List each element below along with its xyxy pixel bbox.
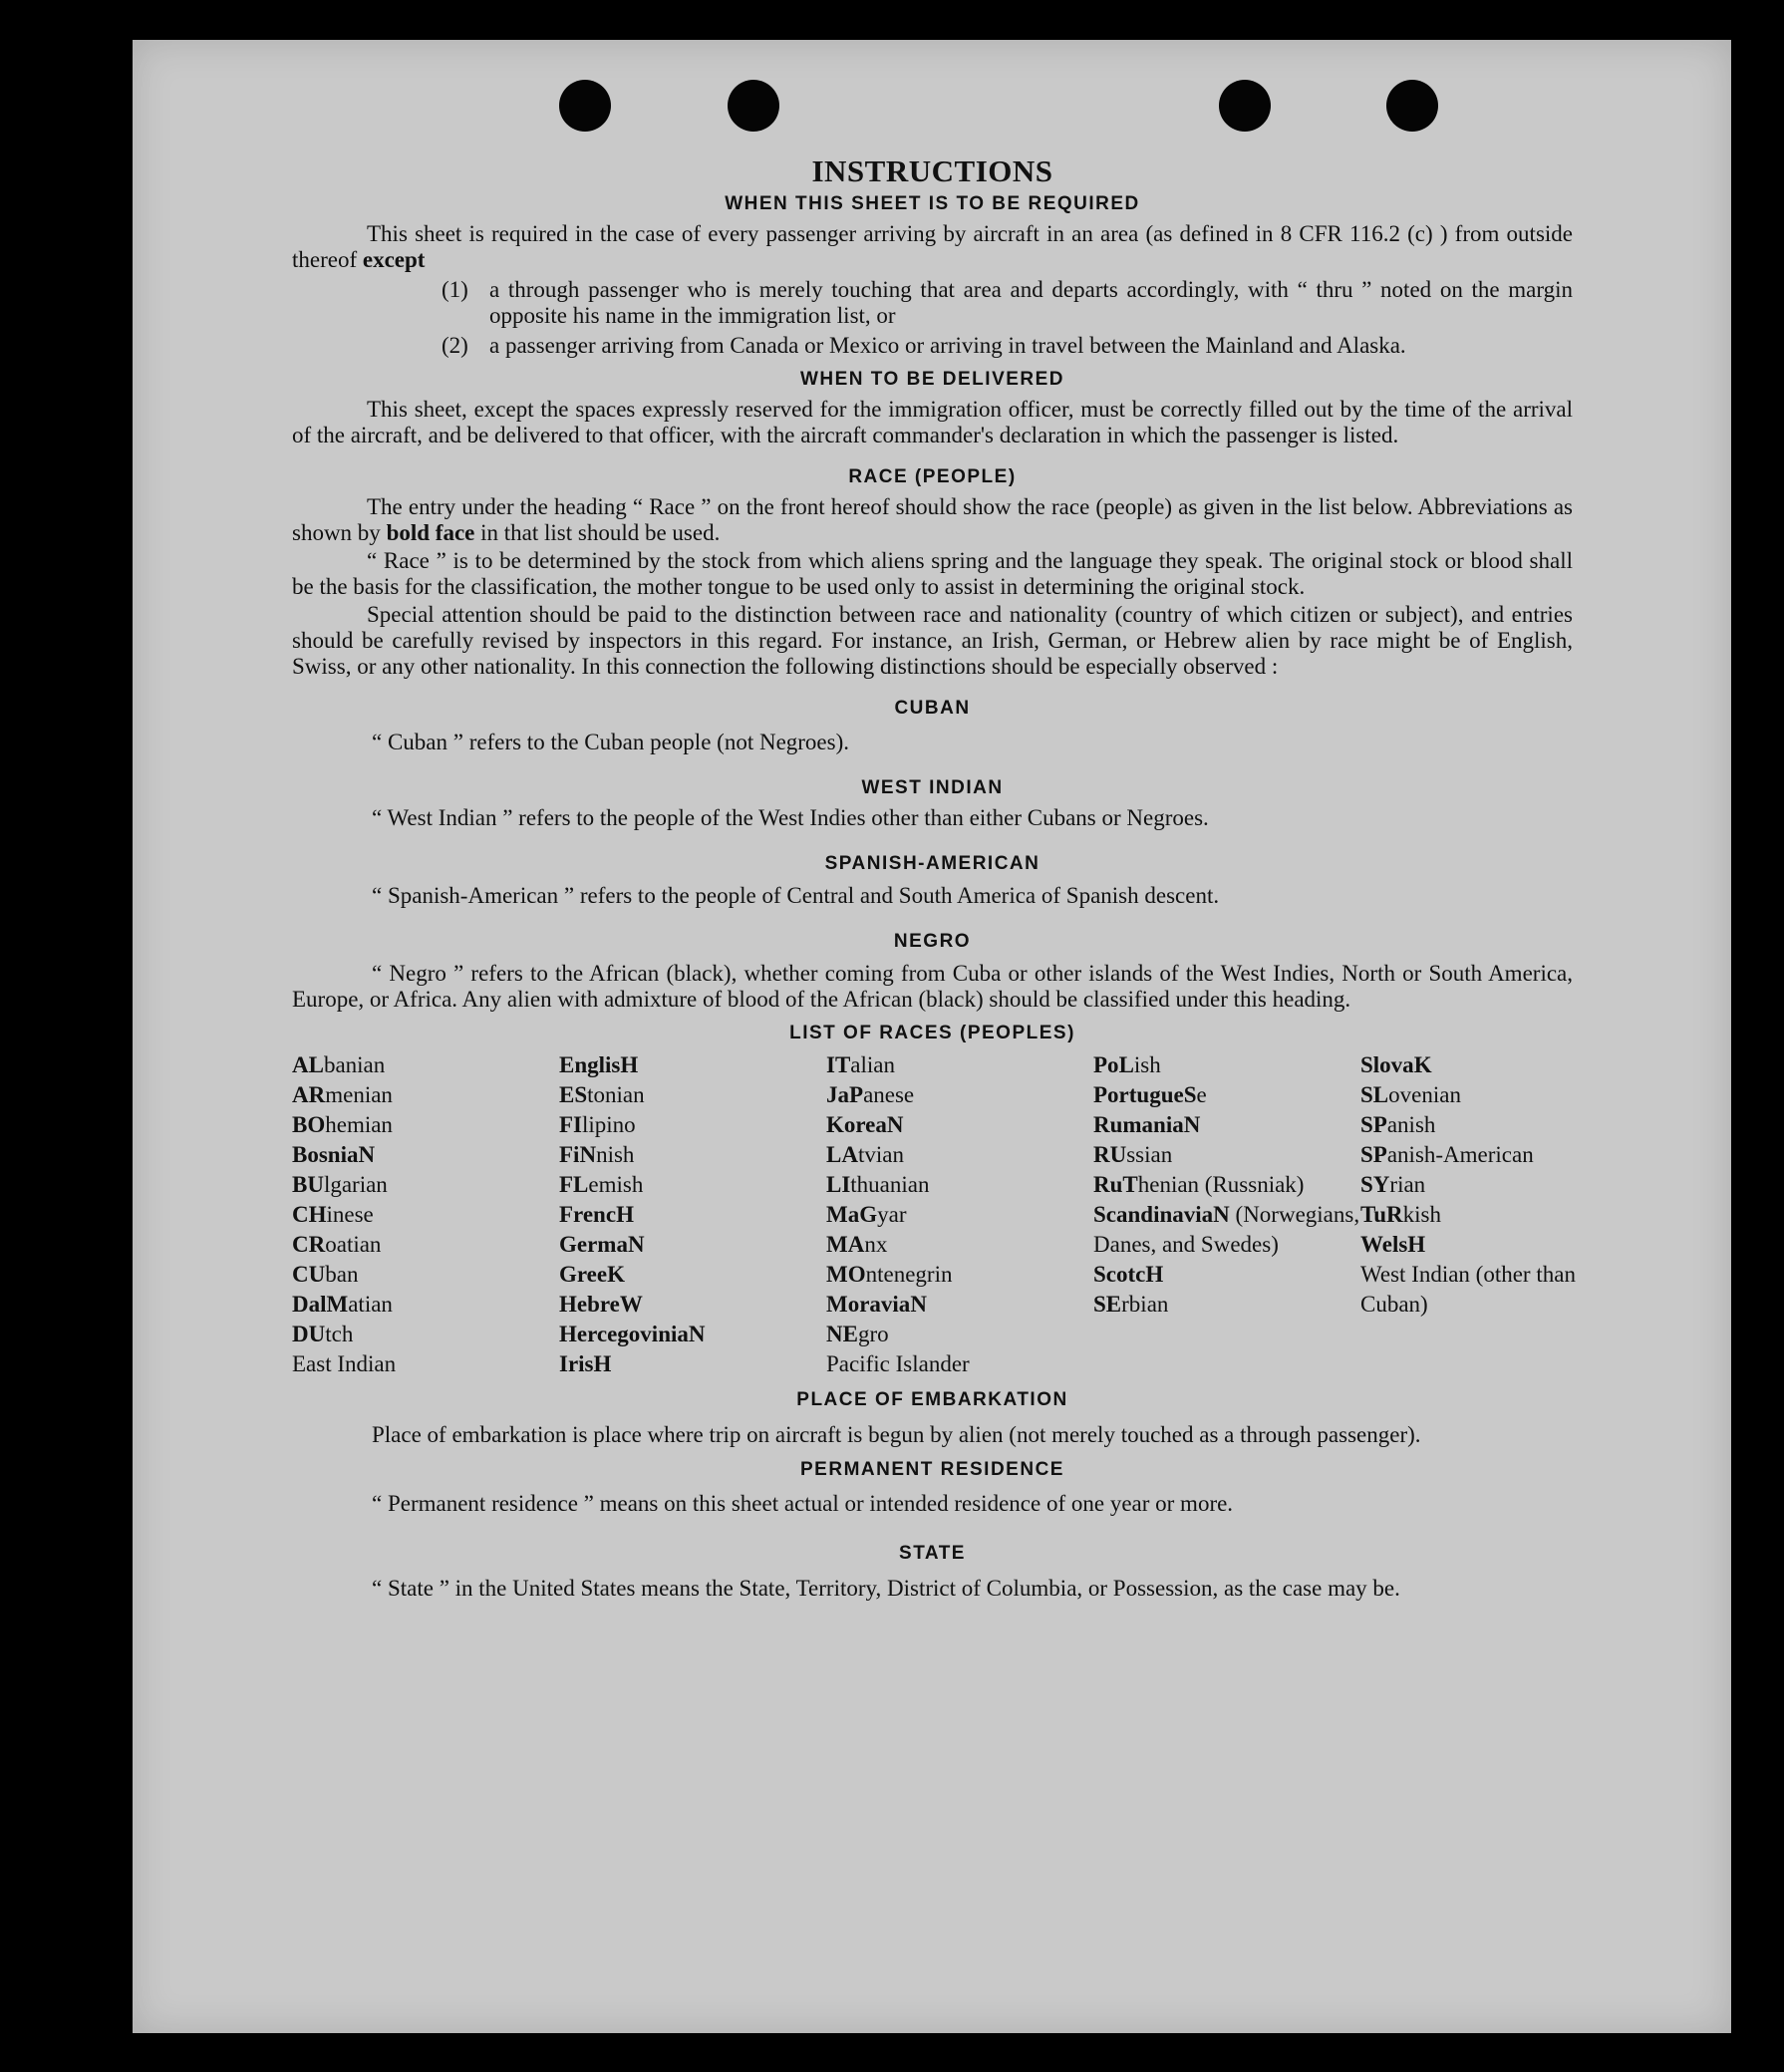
paragraph-spanish-american: “ Spanish-American ” refers to the people of Central and South America of Spanish descent.: [372, 883, 1220, 908]
race-entry: PoLish: [1093, 1052, 1161, 1077]
race-entry: RUssian: [1093, 1142, 1173, 1167]
race-entry: RumaniaN: [1093, 1112, 1201, 1137]
race-entry: East Indian: [292, 1351, 397, 1376]
race-entry: RuThenian (Russniak): [1093, 1172, 1305, 1197]
heading-residence: PERMANENT RESIDENCE: [800, 1459, 1064, 1480]
race-entry: HebreW: [559, 1292, 643, 1317]
races-column: [292, 1050, 559, 1379]
race-entry: CHinese: [292, 1202, 374, 1227]
races-column: [1093, 1050, 1360, 1379]
heading-required: WHEN THIS SHEET IS TO BE REQUIRED: [725, 193, 1140, 214]
race-entry: West Indian (other than Cuban): [1360, 1262, 1576, 1317]
race-entry: GreeK: [559, 1262, 625, 1287]
race-entry: HercegoviniaN: [559, 1322, 706, 1346]
race-entry: EStonian: [559, 1082, 645, 1107]
race-entry: FiNnish: [559, 1142, 635, 1167]
race-entry: JaPanese: [826, 1082, 915, 1107]
race-entry: ARmenian: [292, 1082, 393, 1107]
race-entry: SLovenian: [1360, 1082, 1461, 1107]
race-entry: SPanish-American: [1360, 1142, 1534, 1167]
race-entry: ScandinaviaN (Norwegians, Danes, and Swedes): [1093, 1202, 1360, 1257]
paragraph-embarkation: Place of embarkation is place where trip on aircraft is begun by alien (not merely touched as a through passenger).: [372, 1422, 1421, 1447]
race-entry: FIlipino: [559, 1112, 636, 1137]
races-column: [559, 1050, 826, 1379]
heading-negro: NEGRO: [893, 931, 972, 952]
race-entry: SPanish: [1360, 1112, 1436, 1137]
race-entry: SlovaK: [1360, 1052, 1432, 1077]
race-entry: LAtvian: [826, 1142, 904, 1167]
race-entry: MAnx: [826, 1232, 888, 1257]
race-entry: SErbian: [1093, 1292, 1169, 1317]
race-entry: ScotcH: [1093, 1262, 1164, 1287]
race-entry: EnglisH: [559, 1052, 639, 1077]
page-title: INSTRUCTIONS: [811, 153, 1053, 188]
list-item: (2) a passenger arriving from Canada or Mexico or arriving in travel between the Mainland and Alaska.: [442, 333, 1406, 358]
paragraph-west-indian: “ West Indian ” refers to the people of the West Indies other than either Cubans or Negroes.: [372, 805, 1209, 830]
race-entry: DUtch: [292, 1322, 354, 1346]
race-entry: FrencH: [559, 1202, 634, 1227]
paragraph-required: This sheet is required in the case of every passenger arriving by aircraft in an area (as defined in 8 CFR 116.2 (c) ) from outside thereof except: [292, 221, 1573, 272]
heading-cuban: CUBAN: [894, 698, 971, 719]
paragraph-race-3: Special attention should be paid to the distinction between race and nationality (country of which citizen or subject), and entries should be carefully revised by inspectors in this regard. For instance, an Irish, German, or Hebrew alien by race might be of English, Swiss, or any other nationality. In this connection the following distinctions should be especially observed :: [292, 602, 1573, 679]
race-entry: CRoatian: [292, 1232, 382, 1257]
race-entry: BosniaN: [292, 1142, 376, 1167]
heading-spanish-american: SPANISH-AMERICAN: [824, 853, 1041, 874]
heading-race: RACE (PEOPLE): [848, 466, 1017, 487]
race-entry: ALbanian: [292, 1052, 386, 1077]
races-column: [826, 1050, 1093, 1379]
race-entry: LIthuanian: [826, 1172, 930, 1197]
race-entry: GermaN: [559, 1232, 645, 1257]
paragraph-residence: “ Permanent residence ” means on this sheet actual or intended residence of one year or more.: [372, 1491, 1234, 1516]
race-entry: MaGyar: [826, 1202, 907, 1227]
paragraph-race-2: “ Race ” is to be determined by the stock from which aliens spring and the language they speak. The original stock or blood shall be the basis for the classification, the mother tongue to be used only to assist in determining the original stock.: [292, 548, 1573, 599]
race-entry: SYrian: [1360, 1172, 1426, 1197]
heading-delivered: WHEN TO BE DELIVERED: [799, 369, 1065, 390]
heading-list-of-races: LIST OF RACES (PEOPLES): [789, 1023, 1075, 1043]
race-entry: CUban: [292, 1262, 359, 1287]
races-column: [1360, 1050, 1580, 1379]
race-entry: MoraviaN: [826, 1292, 927, 1317]
race-entry: BOhemian: [292, 1112, 393, 1137]
race-entry: ITalian: [826, 1052, 895, 1077]
race-entry: KoreaN: [826, 1112, 904, 1137]
race-entry: NEgro: [826, 1322, 889, 1346]
heading-west-indian: WEST INDIAN: [861, 777, 1004, 798]
paragraph-state: “ State ” in the United States means the State, Territory, District of Columbia, or Possession, as the case may be.: [372, 1576, 1400, 1601]
heading-state: STATE: [899, 1543, 966, 1564]
race-entry: MOntenegrin: [826, 1262, 953, 1287]
race-entry: BUlgarian: [292, 1172, 388, 1197]
races-table: [292, 1050, 1576, 1379]
heading-embarkation: PLACE OF EMBARKATION: [796, 1389, 1068, 1410]
race-entry: FLemish: [559, 1172, 644, 1197]
race-entry: TuRkish: [1360, 1202, 1441, 1227]
paragraph-negro: “ Negro ” refers to the African (black), whether coming from Cuba or other islands of the West Indies, North or South America, Europe, or Africa. Any alien with admixture of blood of the African (black) should be classified under this heading.: [292, 961, 1573, 1012]
race-entry: PortugueSe: [1093, 1082, 1207, 1107]
race-entry: DalMatian: [292, 1292, 393, 1317]
race-entry: WelsH: [1360, 1232, 1426, 1257]
instructions-content: [292, 118, 1576, 1605]
race-entry: Pacific Islander: [826, 1351, 970, 1376]
race-entry: IrisH: [559, 1351, 612, 1376]
list-item: (1) a through passenger who is merely touching that area and departs accordingly, with “ thru ” noted on the margin opposite his name in the immigration list, or: [442, 277, 1573, 328]
paragraph-race-1: The entry under the heading “ Race ” on the front hereof should show the race (people) as given in the list below. Abbreviations as shown by bold face in that list should be used.: [292, 494, 1573, 545]
paragraph-delivered: This sheet, except the spaces expressly reserved for the immigration officer, must be correctly filled out by the time of the arrival of the aircraft, and be delivered to that officer, with the aircraft commander's declaration in which the passenger is listed.: [292, 397, 1573, 447]
paragraph-cuban: “ Cuban ” refers to the Cuban people (not Negroes).: [372, 730, 850, 754]
